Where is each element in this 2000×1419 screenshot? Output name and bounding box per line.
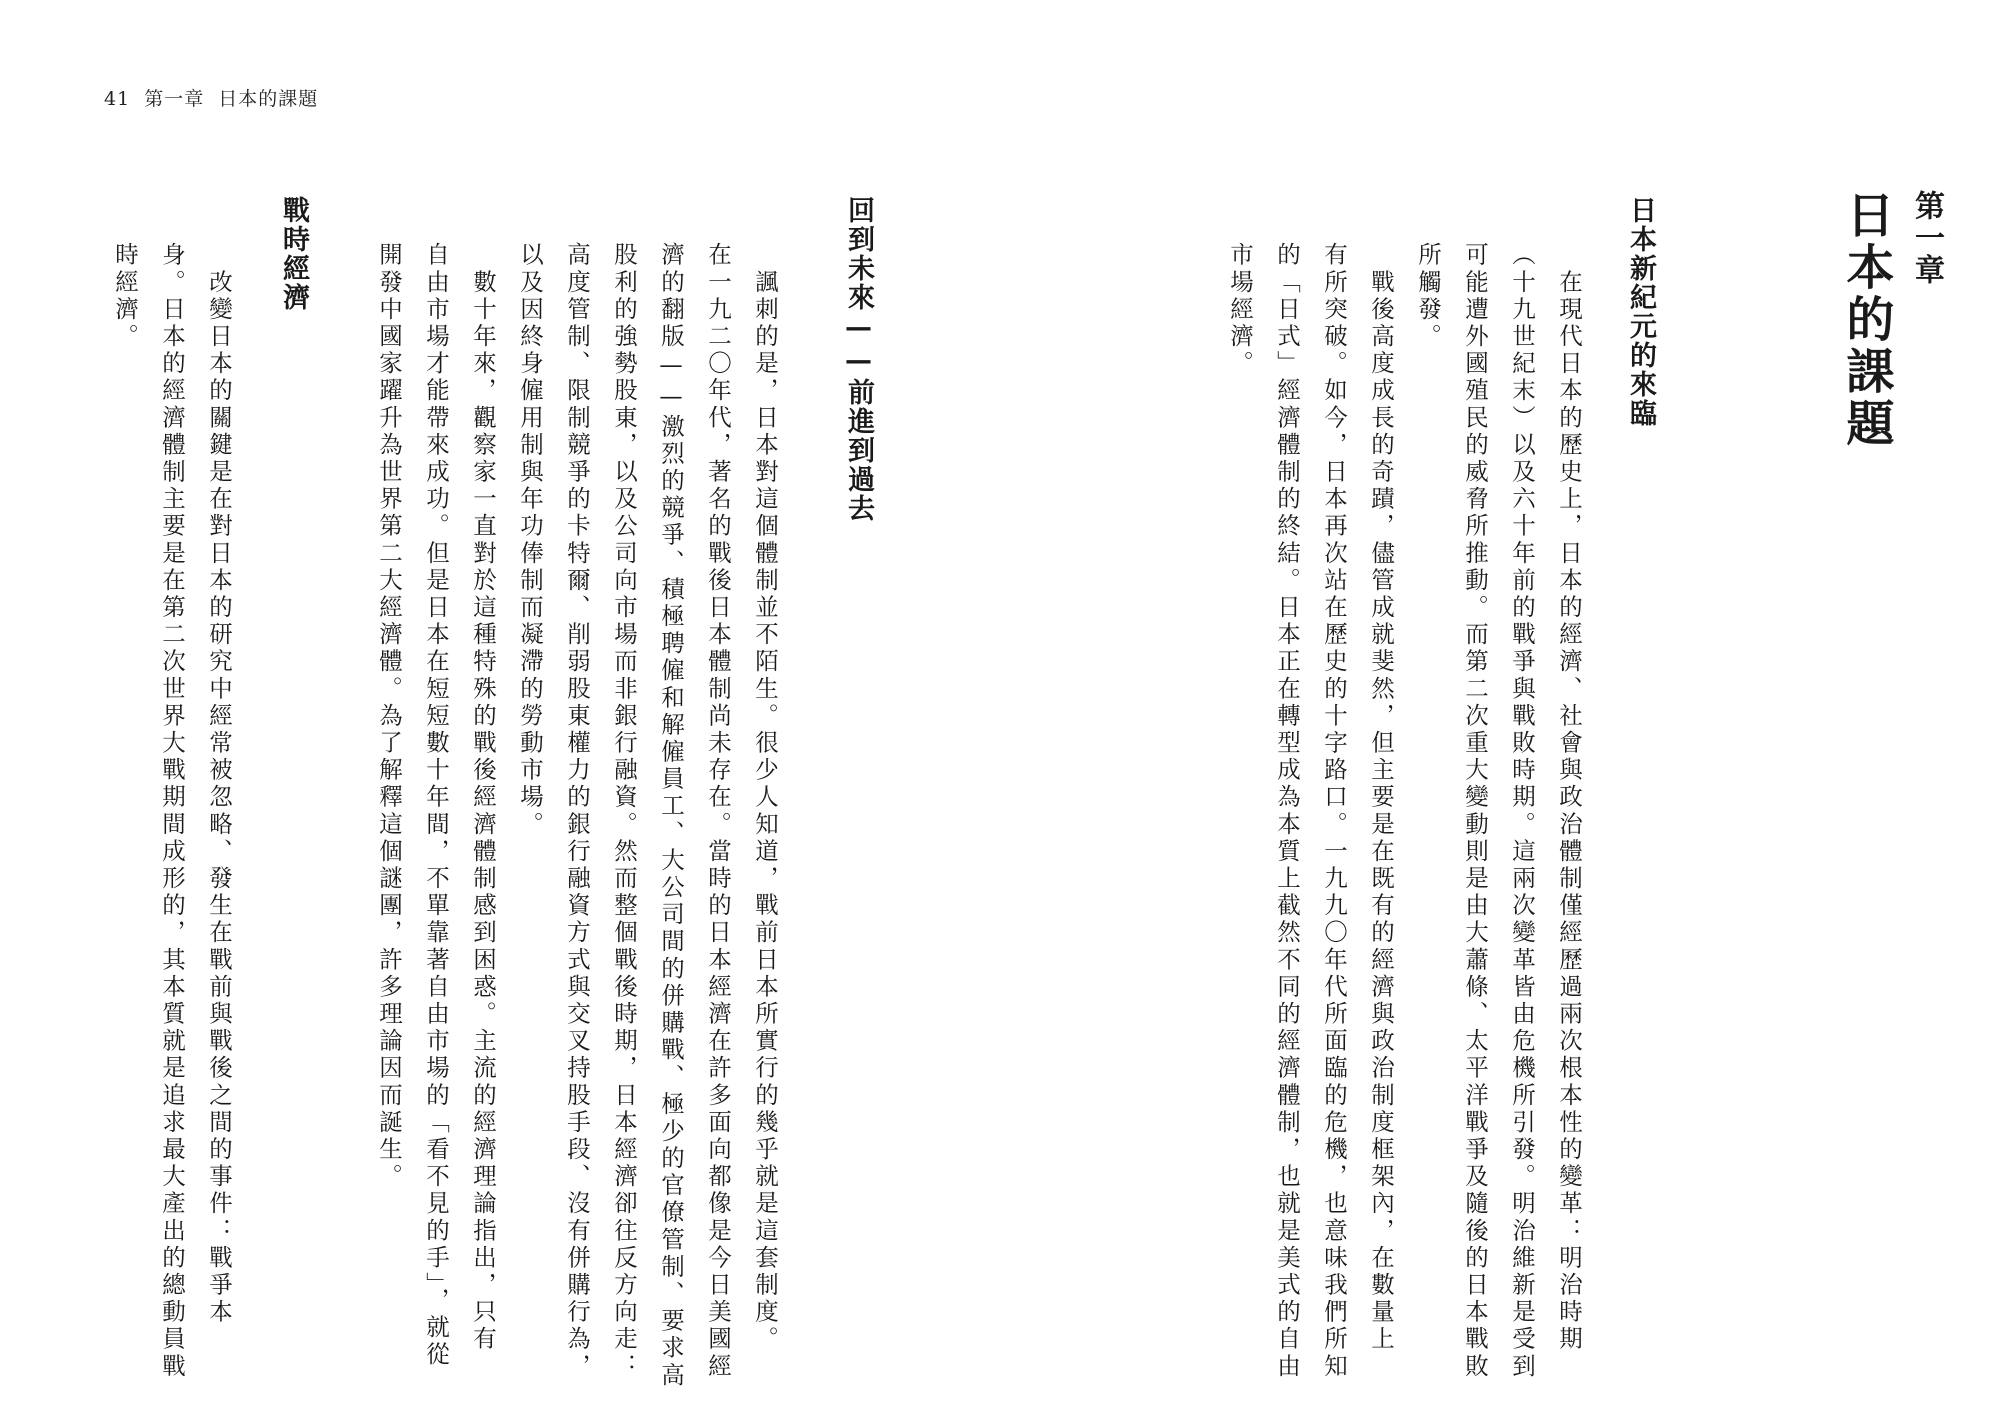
paragraph-line: 在一九二〇年代，著名的戰後日本體制尚未存在。當時的日本經濟在許多面向都像是今日美國經 bbox=[704, 242, 732, 1381]
chapter-label: 第一章 bbox=[1909, 190, 1944, 286]
section-heading-wartime-economy: 戰時經濟 bbox=[278, 196, 309, 312]
running-head bbox=[104, 84, 332, 111]
paragraph-line: 時經濟。 bbox=[111, 242, 139, 351]
running-head-title: 日本的課題 bbox=[218, 88, 319, 110]
paragraph-line: 市場經濟。 bbox=[1226, 242, 1254, 378]
paragraph-line: 高度管制、限制競爭的卡特爾、削弱股東權力的銀行融資方式與交叉持股手段、沒有併購行為， bbox=[563, 242, 591, 1381]
paragraph-line: 開發中國家躍升為世界第二大經濟體。為了解釋這個謎團，許多理論因而誕生。 bbox=[375, 242, 403, 1191]
paragraph-line: 有所突破。如今，日本再次站在歷史的十字路口。一九九〇年代所面臨的危機，也意味我們所知 bbox=[1320, 242, 1348, 1381]
paragraph-line: 自由市場才能帶來成功。但是日本在短短數十年間，不單靠著自由市場的「看不見的手」，就從 bbox=[422, 242, 450, 1369]
section-heading-back-to-future: 回到未來——前進到過去 bbox=[843, 196, 874, 523]
paragraph-line: 以及因終身僱用制與年功俸制而凝滯的勞動市場。 bbox=[516, 242, 544, 839]
running-head-chapter: 第一章 bbox=[144, 88, 205, 110]
paragraph-line: 身。日本的經濟體制主要是在第二次世界大戰期間成形的，其本質就是追求最大產出的總動員戰 bbox=[158, 242, 186, 1381]
paragraph-line: 數十年來，觀察家一直對於這種特殊的戰後經濟體制感到困惑。主流的經濟理論指出，只有 bbox=[469, 242, 497, 1354]
section-heading-new-era: 日本新紀元的來臨 bbox=[1625, 196, 1656, 428]
paragraph-line: 戰後高度成長的奇蹟，儘管成就斐然，但主要是在既有的經濟與政治制度框架內，在數量上 bbox=[1367, 242, 1395, 1354]
paragraph-line: 濟的翻版——激烈的競爭、積極聘僱和解僱員工、大公司間的併購戰、極少的官僚管制、要求高 bbox=[657, 242, 685, 1390]
paragraph-line: 可能遭外國殖民的威脅所推動。而第二次重大變動則是由大蕭條、太平洋戰爭及隨後的日本戰敗 bbox=[1461, 242, 1489, 1381]
paragraph-line: 諷刺的是，日本對這個體制並不陌生。很少人知道，戰前日本所實行的幾乎就是這套制度。 bbox=[751, 242, 779, 1354]
paragraph-line: 在現代日本的歷史上，日本的經濟、社會與政治體制僅經歷過兩次根本性的變革：明治時期 bbox=[1555, 242, 1583, 1354]
paragraph-line: （十九世紀末）以及六十年前的戰爭與戰敗時期。這兩次變革皆由危機所引發。明治維新是受到 bbox=[1508, 242, 1536, 1381]
paragraph-line: 的「日式」經濟體制的終結。日本正在轉型成為本質上截然不同的經濟體制，也就是美式的自由 bbox=[1273, 242, 1301, 1381]
chapter-title: 日本的課題 bbox=[1838, 190, 1894, 450]
page-number: 41 bbox=[104, 88, 131, 110]
paragraph-line: 改變日本的關鍵是在對日本的研究中經常被忽略、發生在戰前與戰後之間的事件：戰爭本 bbox=[205, 242, 233, 1326]
paragraph-line: 股利的強勢股東，以及公司向市場而非銀行融資。然而整個戰後時期，日本經濟卻往反方向走： bbox=[610, 242, 638, 1381]
paragraph-line: 所觸發。 bbox=[1414, 242, 1442, 351]
